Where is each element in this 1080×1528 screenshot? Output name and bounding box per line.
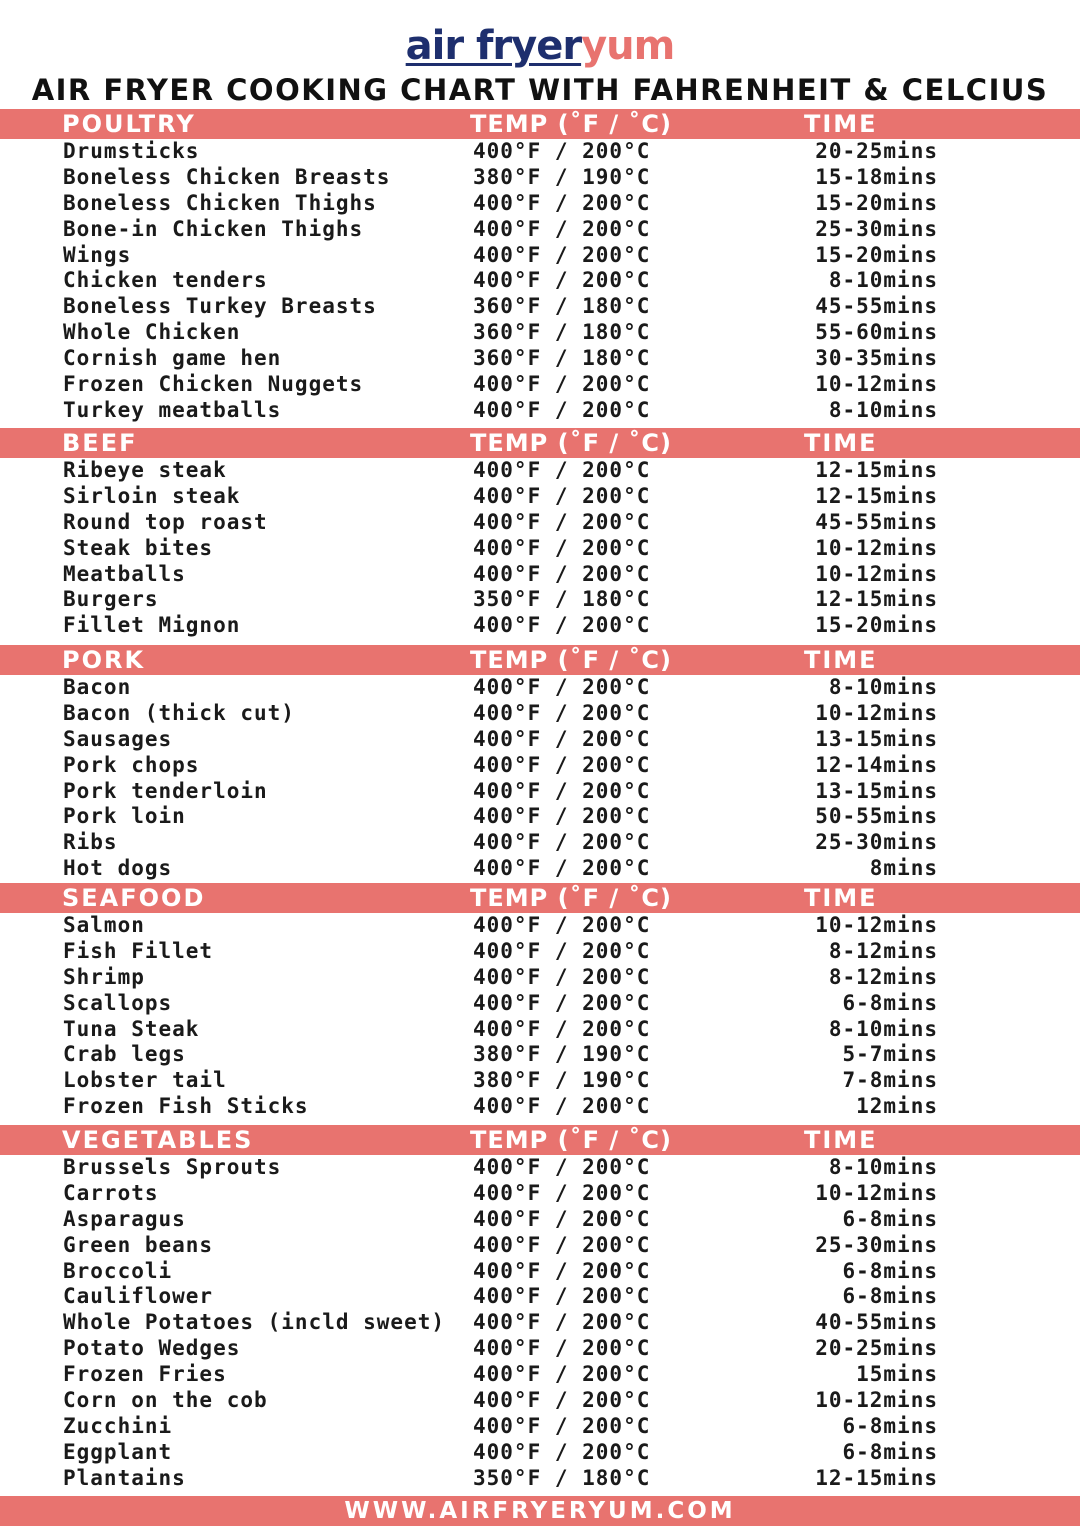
category-label: POULTRY [62, 110, 196, 138]
table-row [0, 372, 1080, 398]
food-name: Pork loin [63, 804, 186, 829]
temperature-value: 400°F / 200°C [473, 1155, 651, 1179]
cook-time-value: 6-8mins [842, 1439, 938, 1464]
food-name: Hot dogs [63, 856, 173, 881]
cook-time-value: 45-55mins [815, 509, 938, 534]
cook-time-value: 45-55mins [815, 294, 938, 319]
temperature-value: 400°F / 200°C [473, 990, 651, 1015]
food-name: Tuna Steak [63, 1016, 200, 1041]
table-row [0, 1207, 1080, 1233]
table-row [0, 1259, 1080, 1285]
temp-column-header: TEMP (˚F / ˚C) [470, 110, 673, 138]
temperature-value: 400°F / 200°C [473, 397, 651, 422]
temperature-value: 400°F / 200°C [473, 1094, 651, 1119]
temperature-value: 400°F / 200°C [473, 778, 651, 803]
table-row [0, 753, 1080, 779]
food-name: Boneless Chicken Thighs [63, 190, 377, 215]
section-header-band [0, 645, 1080, 675]
table-row [0, 165, 1080, 191]
item-list [0, 1155, 1080, 1492]
cook-time-value: 8-10mins [828, 1016, 938, 1041]
table-row [0, 1336, 1080, 1362]
food-name: Frozen Fish Sticks [63, 1094, 309, 1119]
cook-time-value: 13-15mins [815, 778, 938, 803]
food-name: Brussels Sprouts [63, 1155, 282, 1179]
site-logo [0, 22, 1080, 70]
table-row [0, 965, 1080, 991]
food-name: Boneless Turkey Breasts [63, 294, 377, 319]
food-name: Chicken tenders [63, 268, 268, 293]
section-vegetables [0, 1125, 1080, 1492]
food-name: Carrots [63, 1180, 159, 1205]
temperature-value: 350°F / 180°C [473, 1465, 651, 1490]
table-row [0, 1414, 1080, 1440]
food-name: Potato Wedges [63, 1336, 241, 1361]
cook-time-value: 5-7mins [842, 1042, 938, 1067]
cook-time-value: 12-15mins [815, 483, 938, 508]
temperature-value: 400°F / 200°C [473, 804, 651, 829]
food-name: Burgers [63, 587, 159, 612]
temperature-value: 400°F / 200°C [473, 913, 651, 937]
table-row [0, 1155, 1080, 1181]
temperature-value: 400°F / 200°C [473, 1439, 651, 1464]
table-row [0, 458, 1080, 484]
table-row [0, 913, 1080, 939]
food-name: Sausages [63, 726, 173, 751]
food-name: Broccoli [63, 1258, 173, 1283]
food-name: Cornish game hen [63, 346, 282, 371]
temperature-value: 380°F / 190°C [473, 1042, 651, 1067]
food-name: Zucchini [63, 1413, 173, 1438]
food-name: Ribeye steak [63, 458, 227, 482]
temp-column-header: TEMP (˚F / ˚C) [470, 1126, 673, 1154]
table-row [0, 1017, 1080, 1043]
food-name: Lobster tail [63, 1068, 227, 1093]
section-seafood [0, 883, 1080, 1120]
section-beef [0, 428, 1080, 639]
cook-time-value: 15-20mins [815, 190, 938, 215]
food-name: Round top roast [63, 509, 268, 534]
food-name: Drumsticks [63, 139, 200, 163]
page-title: AIR FRYER COOKING CHART WITH FAHRENHEIT & CELCIUS [31, 73, 1049, 107]
food-name: Asparagus [63, 1206, 186, 1231]
temperature-value: 400°F / 200°C [473, 1413, 651, 1438]
time-column-header: TIME [804, 110, 878, 138]
food-name: Whole Chicken [63, 320, 241, 345]
table-row [0, 830, 1080, 856]
temperature-value: 400°F / 200°C [473, 1388, 651, 1413]
table-row [0, 191, 1080, 217]
food-name: Steak bites [63, 535, 214, 560]
table-row [0, 1284, 1080, 1310]
time-column-header: TIME [804, 646, 878, 674]
food-name: Pork tenderloin [63, 778, 268, 803]
table-row [0, 779, 1080, 805]
table-row [0, 484, 1080, 510]
food-name: Bacon (thick cut) [63, 700, 295, 725]
cook-time-value: 50-55mins [815, 804, 938, 829]
temperature-value: 400°F / 200°C [473, 1258, 651, 1283]
food-name: Plantains [63, 1465, 186, 1490]
temperature-value: 400°F / 200°C [473, 139, 651, 163]
cook-time-value: 25-30mins [815, 216, 938, 241]
cook-time-value: 7-8mins [842, 1068, 938, 1093]
food-name: Bacon [63, 675, 132, 699]
table-row [0, 587, 1080, 613]
temperature-value: 400°F / 200°C [473, 268, 651, 293]
table-row [0, 320, 1080, 346]
temperature-value: 400°F / 200°C [473, 1206, 651, 1231]
temperature-value: 400°F / 200°C [473, 216, 651, 241]
table-row [0, 1388, 1080, 1414]
food-name: Bone-in Chicken Thighs [63, 216, 364, 241]
cook-time-value: 8-10mins [828, 675, 938, 699]
cook-time-value: 10-12mins [815, 1180, 938, 1205]
table-row [0, 243, 1080, 269]
temperature-value: 400°F / 200°C [473, 1180, 651, 1205]
item-list [0, 675, 1080, 882]
table-row [0, 268, 1080, 294]
cook-time-value: 12-14mins [815, 752, 938, 777]
cook-time-value: 8-12mins [828, 964, 938, 989]
table-row [0, 1440, 1080, 1466]
temperature-value: 400°F / 200°C [473, 535, 651, 560]
cook-time-value: 13-15mins [815, 726, 938, 751]
cook-time-value: 6-8mins [842, 990, 938, 1015]
section-pork [0, 645, 1080, 882]
temperature-value: 400°F / 200°C [473, 483, 651, 508]
section-header-band [0, 109, 1080, 139]
temperature-value: 400°F / 200°C [473, 561, 651, 586]
cook-time-value: 6-8mins [842, 1413, 938, 1438]
item-list [0, 139, 1080, 424]
temperature-value: 400°F / 200°C [473, 856, 651, 881]
table-row [0, 1362, 1080, 1388]
cook-time-value: 10-12mins [815, 1388, 938, 1413]
table-row [0, 701, 1080, 727]
table-row [0, 939, 1080, 965]
cook-time-value: 55-60mins [815, 320, 938, 345]
cook-time-value: 15-20mins [815, 613, 938, 638]
category-label: SEAFOOD [62, 884, 206, 912]
food-name: Ribs [63, 830, 118, 855]
table-row [0, 727, 1080, 753]
cook-time-value: 8-10mins [828, 397, 938, 422]
cook-time-value: 10-12mins [815, 372, 938, 397]
temp-column-header: TEMP (˚F / ˚C) [470, 429, 673, 457]
temperature-value: 400°F / 200°C [473, 242, 651, 267]
food-name: Shrimp [63, 964, 145, 989]
temperature-value: 400°F / 200°C [473, 752, 651, 777]
temperature-value: 400°F / 200°C [473, 509, 651, 534]
section-poultry [0, 109, 1080, 424]
table-row [0, 1233, 1080, 1259]
category-label: BEEF [62, 429, 138, 457]
food-name: Whole Potatoes (incld sweet) [63, 1310, 446, 1335]
category-label: VEGETABLES [62, 1126, 254, 1154]
temperature-value: 400°F / 200°C [473, 700, 651, 725]
temperature-value: 400°F / 200°C [473, 458, 651, 482]
table-row [0, 510, 1080, 536]
temperature-value: 400°F / 200°C [473, 372, 651, 397]
cook-time-value: 12-15mins [815, 1465, 938, 1490]
cook-time-value: 15mins [856, 1362, 938, 1387]
item-list [0, 913, 1080, 1120]
cook-time-value: 6-8mins [842, 1258, 938, 1283]
temperature-value: 360°F / 180°C [473, 294, 651, 319]
cook-time-value: 6-8mins [842, 1206, 938, 1231]
table-row [0, 1042, 1080, 1068]
cook-time-value: 10-12mins [815, 535, 938, 560]
cook-time-value: 8-10mins [828, 268, 938, 293]
table-row [0, 991, 1080, 1017]
section-header-band [0, 883, 1080, 913]
cook-time-value: 10-12mins [815, 561, 938, 586]
temperature-value: 400°F / 200°C [473, 830, 651, 855]
table-row [0, 1094, 1080, 1120]
temperature-value: 400°F / 200°C [473, 190, 651, 215]
food-name: Crab legs [63, 1042, 186, 1067]
temperature-value: 380°F / 190°C [473, 164, 651, 189]
temperature-value: 400°F / 200°C [473, 726, 651, 751]
footer-url-band [0, 1496, 1080, 1526]
table-row [0, 856, 1080, 882]
temperature-value: 400°F / 200°C [473, 1310, 651, 1335]
food-name: Frozen Fries [63, 1362, 227, 1387]
table-row [0, 804, 1080, 830]
food-name: Boneless Chicken Breasts [63, 164, 391, 189]
temperature-value: 400°F / 200°C [473, 613, 651, 638]
temperature-value: 360°F / 180°C [473, 320, 651, 345]
cook-time-value: 6-8mins [842, 1284, 938, 1309]
food-name: Fillet Mignon [63, 613, 241, 638]
cook-time-value: 10-12mins [815, 913, 938, 937]
food-name: Wings [63, 242, 132, 267]
table-row [0, 1181, 1080, 1207]
temperature-value: 400°F / 200°C [473, 1284, 651, 1309]
food-name: Cauliflower [63, 1284, 214, 1309]
cook-time-value: 30-35mins [815, 346, 938, 371]
cook-time-value: 10-12mins [815, 700, 938, 725]
food-name: Salmon [63, 913, 145, 937]
temp-column-header: TEMP (˚F / ˚C) [470, 646, 673, 674]
temperature-value: 350°F / 180°C [473, 587, 651, 612]
table-row [0, 562, 1080, 588]
temperature-value: 400°F / 200°C [473, 938, 651, 963]
time-column-header: TIME [804, 429, 878, 457]
food-name: Pork chops [63, 752, 200, 777]
cook-time-value: 40-55mins [815, 1310, 938, 1335]
section-header-band [0, 428, 1080, 458]
table-row [0, 346, 1080, 372]
cook-time-value: 20-25mins [815, 1336, 938, 1361]
time-column-header: TIME [804, 884, 878, 912]
table-row [0, 1068, 1080, 1094]
temperature-value: 400°F / 200°C [473, 1232, 651, 1257]
food-name: Frozen Chicken Nuggets [63, 372, 364, 397]
table-row [0, 536, 1080, 562]
temperature-value: 400°F / 200°C [473, 1016, 651, 1041]
temp-column-header: TEMP (˚F / ˚C) [470, 884, 673, 912]
temperature-value: 400°F / 200°C [473, 1362, 651, 1387]
cook-time-value: 25-30mins [815, 830, 938, 855]
cook-time-value: 12mins [856, 1094, 938, 1119]
temperature-value: 380°F / 190°C [473, 1068, 651, 1093]
food-name: Meatballs [63, 561, 186, 586]
food-name: Turkey meatballs [63, 397, 282, 422]
table-row [0, 217, 1080, 243]
cook-time-value: 8-10mins [828, 1155, 938, 1179]
temperature-value: 400°F / 200°C [473, 964, 651, 989]
table-row [0, 294, 1080, 320]
cook-time-value: 12-15mins [815, 587, 938, 612]
logo-text-air-fryer: air fryer [405, 23, 582, 69]
temperature-value: 400°F / 200°C [473, 675, 651, 699]
temperature-value: 360°F / 180°C [473, 346, 651, 371]
food-name: Scallops [63, 990, 173, 1015]
food-name: Sirloin steak [63, 483, 241, 508]
food-name: Fish Fillet [63, 938, 214, 963]
table-row [0, 1466, 1080, 1492]
temperature-value: 400°F / 200°C [473, 1336, 651, 1361]
table-row [0, 139, 1080, 165]
cook-time-value: 8-12mins [828, 938, 938, 963]
cook-time-value: 15-20mins [815, 242, 938, 267]
table-row [0, 1310, 1080, 1336]
cook-time-value: 8mins [869, 856, 938, 881]
cook-time-value: 20-25mins [815, 139, 938, 163]
table-row [0, 613, 1080, 639]
website-url[interactable]: WWW.AIRFRYERYUM.COM [344, 1498, 736, 1524]
cook-time-value: 15-18mins [815, 164, 938, 189]
cook-time-value: 12-15mins [815, 458, 938, 482]
food-name: Green beans [63, 1232, 214, 1257]
category-label: PORK [62, 646, 146, 674]
section-header-band [0, 1125, 1080, 1155]
table-row [0, 675, 1080, 701]
food-name: Corn on the cob [63, 1388, 268, 1413]
cook-time-value: 25-30mins [815, 1232, 938, 1257]
item-list [0, 458, 1080, 639]
logo-text-yum: yum [581, 23, 675, 69]
time-column-header: TIME [804, 1126, 878, 1154]
food-name: Eggplant [63, 1439, 173, 1464]
table-row [0, 398, 1080, 424]
